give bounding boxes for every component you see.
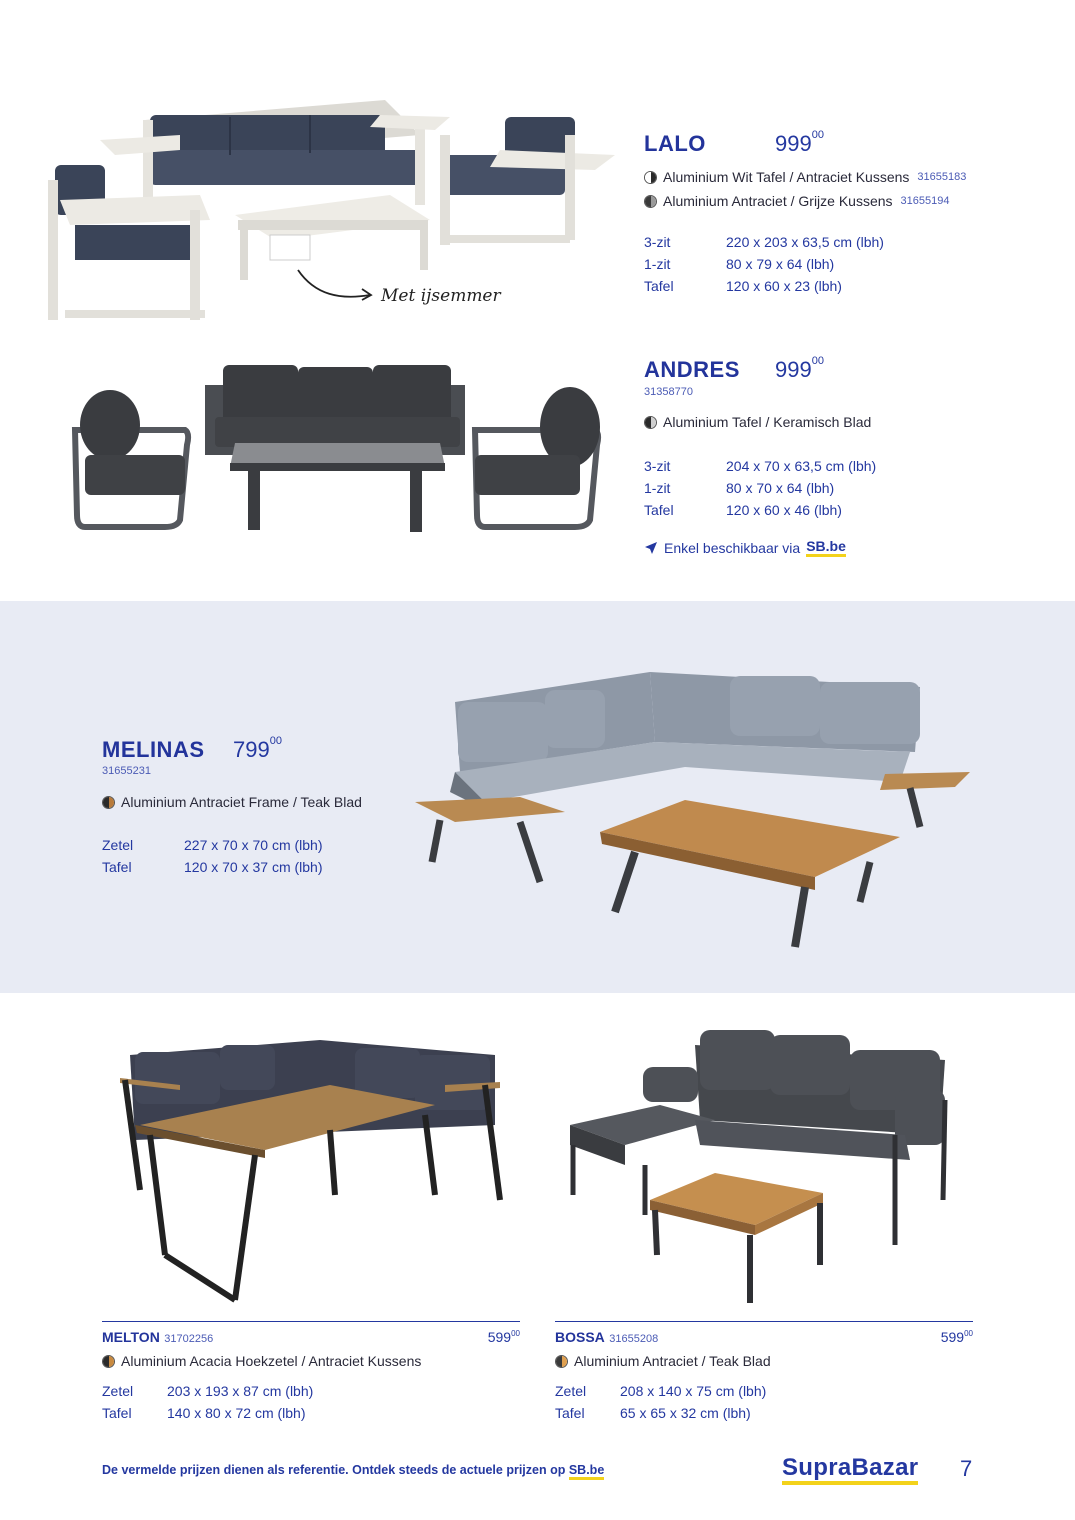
dimension-value: 140 x 80 x 72 cm (lbh) bbox=[167, 1405, 306, 1421]
dimension-key: 1-zit bbox=[644, 256, 671, 272]
dimension-row bbox=[644, 275, 884, 297]
andres-title: ANDRES bbox=[644, 357, 740, 382]
melinas-image bbox=[410, 662, 980, 952]
color-swatch-icon bbox=[644, 416, 657, 429]
lalo-variant-2-code: 31655194 bbox=[900, 195, 950, 207]
dimension-value: 80 x 79 x 64 (lbh) bbox=[726, 256, 835, 272]
color-swatch-icon bbox=[644, 195, 657, 208]
melinas-price-cents: 00 bbox=[269, 735, 282, 747]
availability-text: Enkel beschikbaar via bbox=[664, 539, 801, 556]
melinas-variant-label: Aluminium Antraciet Frame / Teak Blad bbox=[121, 794, 362, 810]
color-swatch-icon bbox=[555, 1355, 568, 1368]
dimension-row bbox=[102, 1402, 313, 1424]
color-swatch-icon bbox=[644, 171, 657, 184]
melton-price-cents: 00 bbox=[511, 1329, 520, 1338]
lalo-dimensions bbox=[644, 231, 884, 297]
dimension-value: 220 x 203 x 63,5 cm (lbh) bbox=[726, 234, 884, 250]
dimension-key: 1-zit bbox=[644, 480, 671, 496]
lalo-variant-1 bbox=[644, 169, 966, 185]
lalo-title: LALO bbox=[644, 131, 706, 156]
color-swatch-icon bbox=[102, 796, 115, 809]
dimension-value: 203 x 193 x 87 cm (lbh) bbox=[167, 1383, 314, 1399]
lalo-variant-2 bbox=[644, 193, 949, 209]
lalo-image bbox=[40, 95, 620, 330]
dimension-row bbox=[555, 1380, 766, 1402]
melton-variant bbox=[102, 1353, 421, 1369]
dimension-key: 3-zit bbox=[644, 234, 671, 250]
lalo-price bbox=[775, 131, 824, 157]
dimension-value: 120 x 60 x 46 (lbh) bbox=[726, 502, 842, 518]
dimension-key: Tafel bbox=[644, 278, 674, 294]
page-number: 7 bbox=[960, 1456, 973, 1481]
suprabazar-logo bbox=[782, 1454, 918, 1482]
lalo-price-cents: 00 bbox=[811, 129, 824, 141]
dimension-value: 80 x 70 x 64 (lbh) bbox=[726, 480, 835, 496]
andres-price-main: 999 bbox=[775, 357, 812, 382]
melinas-title: MELINAS bbox=[102, 737, 205, 762]
melinas-price-main: 799 bbox=[233, 737, 270, 762]
andres-price bbox=[775, 357, 824, 383]
bossa-code: 31655208 bbox=[609, 1333, 659, 1345]
dimension-key: Zetel bbox=[555, 1383, 587, 1399]
lalo-variant-1-label: Aluminium Wit Tafel / Antraciet Kussens bbox=[663, 169, 910, 185]
andres-availability bbox=[644, 538, 846, 557]
melton-dimensions bbox=[102, 1380, 313, 1424]
dimension-row bbox=[102, 856, 323, 878]
location-arrow-icon bbox=[644, 541, 658, 555]
bossa-price bbox=[941, 1329, 973, 1345]
bossa-price-cents: 00 bbox=[964, 1329, 973, 1338]
melton-price bbox=[488, 1329, 520, 1345]
dimension-value: 120 x 60 x 23 (lbh) bbox=[726, 278, 842, 294]
footer-disclaimer bbox=[102, 1463, 604, 1477]
melinas-variant bbox=[102, 794, 362, 810]
dimension-key: Tafel bbox=[644, 502, 674, 518]
logo-text: SupraBazar bbox=[782, 1454, 918, 1485]
dimension-value: 120 x 70 x 37 cm (lbh) bbox=[184, 859, 323, 875]
lalo-price-main: 999 bbox=[775, 131, 812, 156]
dimension-row bbox=[102, 1380, 313, 1402]
melinas-dimensions bbox=[102, 834, 323, 878]
disclaimer-text: De vermelde prijzen dienen als referentie. Ontdek steeds de actuele prijzen op bbox=[102, 1463, 566, 1477]
melton-price-main: 599 bbox=[487, 1329, 512, 1345]
melton-title: MELTON bbox=[102, 1329, 160, 1345]
dimension-row bbox=[644, 499, 876, 521]
bossa-rule bbox=[555, 1321, 973, 1322]
andres-image bbox=[65, 355, 610, 545]
footer-sb-link[interactable]: SB.be bbox=[569, 1463, 604, 1480]
dimension-key: Tafel bbox=[555, 1405, 585, 1421]
dimension-key: Tafel bbox=[102, 859, 132, 875]
bossa-variant-label: Aluminium Antraciet / Teak Blad bbox=[574, 1353, 771, 1369]
dimension-key: 3-zit bbox=[644, 458, 671, 474]
melinas-price bbox=[233, 737, 282, 763]
bossa-heading bbox=[555, 1329, 973, 1347]
dimension-value: 227 x 70 x 70 cm (lbh) bbox=[184, 837, 323, 853]
sb-link[interactable]: SB.be bbox=[806, 538, 846, 557]
dimension-value: 208 x 140 x 75 cm (lbh) bbox=[620, 1383, 767, 1399]
melton-rule bbox=[102, 1321, 520, 1322]
lalo-variant-2-label: Aluminium Antraciet / Grijze Kussens bbox=[663, 193, 893, 209]
andres-code: 31358770 bbox=[644, 386, 693, 398]
andres-variant-label: Aluminium Tafel / Keramisch Blad bbox=[663, 414, 872, 430]
melton-variant-label: Aluminium Acacia Hoekzetel / Antraciet Kussens bbox=[121, 1353, 422, 1369]
color-swatch-icon bbox=[102, 1355, 115, 1368]
dimension-row bbox=[644, 455, 876, 477]
dimension-row bbox=[102, 834, 323, 856]
melton-code: 31702256 bbox=[164, 1333, 214, 1345]
bossa-variant bbox=[555, 1353, 771, 1369]
bossa-image bbox=[565, 1025, 960, 1310]
dimension-row bbox=[644, 253, 884, 275]
andres-price-cents: 00 bbox=[811, 355, 824, 367]
dimension-value: 204 x 70 x 63,5 cm (lbh) bbox=[726, 458, 877, 474]
bossa-dimensions bbox=[555, 1380, 766, 1424]
dimension-value: 65 x 65 x 32 cm (lbh) bbox=[620, 1405, 751, 1421]
melton-heading bbox=[102, 1329, 520, 1347]
andres-dimensions bbox=[644, 455, 876, 521]
bossa-title: BOSSA bbox=[555, 1329, 605, 1345]
bossa-price-main: 599 bbox=[940, 1329, 965, 1345]
lalo-variant-1-code: 31655183 bbox=[917, 171, 967, 183]
dimension-key: Tafel bbox=[102, 1405, 132, 1421]
dimension-row bbox=[644, 231, 884, 253]
melton-image bbox=[115, 1030, 505, 1310]
dimension-key: Zetel bbox=[102, 837, 134, 853]
andres-variant bbox=[644, 414, 871, 430]
dimension-row bbox=[555, 1402, 766, 1424]
dimension-row bbox=[644, 477, 876, 499]
lalo-annotation: Met ijsemmer bbox=[381, 286, 501, 306]
melinas-code: 31655231 bbox=[102, 765, 151, 777]
dimension-key: Zetel bbox=[102, 1383, 134, 1399]
